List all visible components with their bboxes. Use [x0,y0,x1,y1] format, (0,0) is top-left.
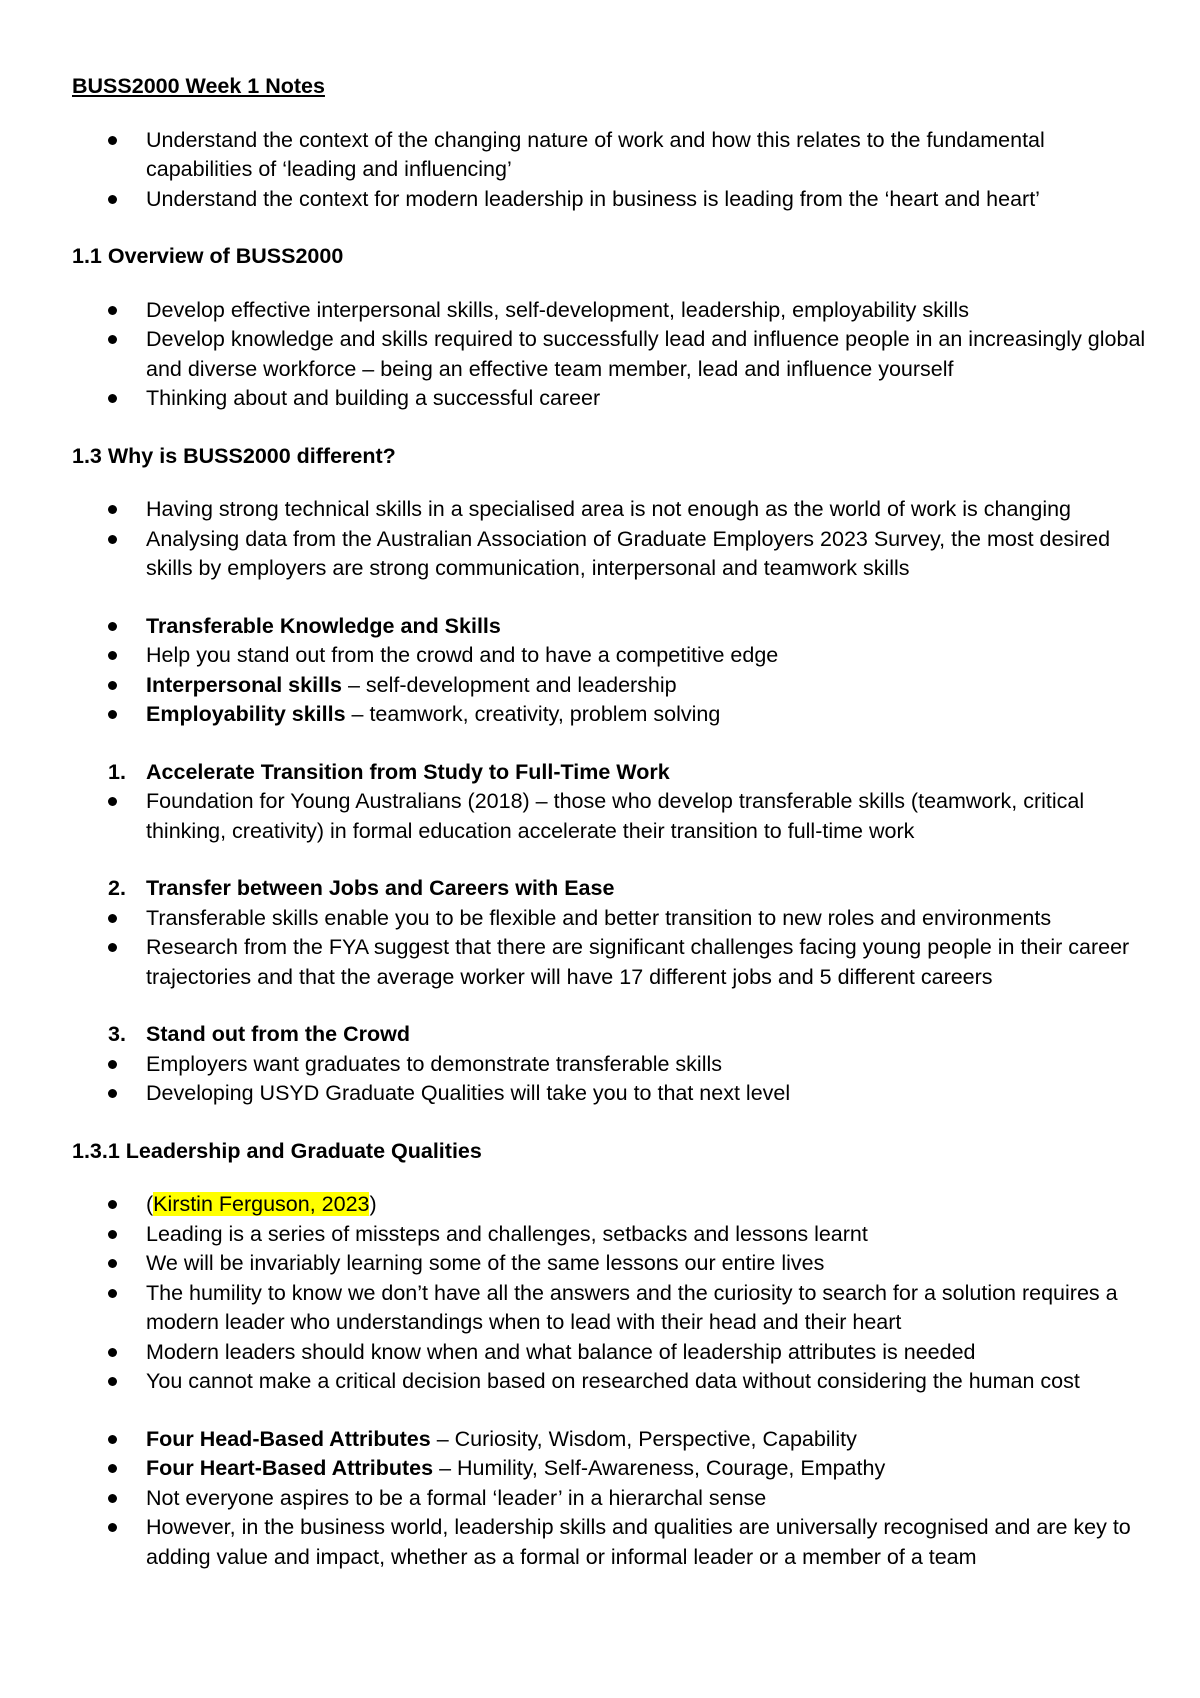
item-1-bullet-list [72,787,1152,846]
bullet-icon [108,622,117,631]
numbered-item-3 [72,1020,1152,1050]
bullet-icon [108,943,117,952]
numbered-item-2 [72,874,1152,904]
item-2-bullet-list [72,904,1152,993]
list-item: 2. Transfer between Jobs and Careers with Ease [108,876,615,900]
bullet-icon [108,1230,117,1239]
bullet-icon [108,505,117,514]
bullet-icon [108,335,117,344]
list-item: You cannot make a critical decision based on researched data without considering the human cost [72,1367,1152,1397]
numbered-item-1 [72,758,1152,788]
bullet-icon [108,1377,117,1386]
bullet-icon [108,681,117,690]
transferable-skills-list [72,612,1152,730]
list-item: Four Heart-Based Attributes – Humility, Self-Awareness, Courage, Empathy [72,1454,1152,1484]
list-item: Develop effective interpersonal skills, self-development, leadership, employability skills [72,296,1152,326]
highlighted-citation: Kirstin Ferguson, 2023 [153,1192,370,1216]
attributes-bullet-list [72,1425,1152,1573]
document-page [72,72,1152,1600]
item-3-bullet-list [72,1050,1152,1109]
bullet-icon [108,136,117,145]
leadership-bullet-list [72,1190,1152,1397]
section-heading-1-1: 1.1 Overview of BUSS2000 [72,244,344,268]
list-item: Not everyone aspires to be a formal ‘leader’ in a hierarchal sense [72,1484,1152,1514]
bullet-icon [108,1259,117,1268]
list-item: Understand the context of the changing nature of work and how this relates to the fundamental capabilities of ‘leading and influencing’ [72,126,1152,185]
why-different-bullet-list [72,495,1152,584]
section-heading-1-3: 1.3 Why is BUSS2000 different? [72,443,396,468]
list-item: Developing USYD Graduate Qualities will take you to that next level [72,1079,1152,1109]
list-item: Leading is a series of missteps and challenges, setbacks and lessons learnt [72,1220,1152,1250]
list-item: Employability skills – teamwork, creativity, problem solving [72,700,1152,730]
bullet-icon [108,535,117,544]
bullet-icon [108,394,117,403]
bullet-icon [108,1494,117,1503]
list-item: Help you stand out from the crowd and to have a competitive edge [72,641,1152,671]
list-item: Research from the FYA suggest that there are significant challenges facing young people in their career trajectories and that the average worker will have 17 different jobs and 5 different careers [72,933,1152,992]
list-item: We will be invariably learning some of the same lessons our entire lives [72,1249,1152,1279]
bullet-icon [108,710,117,719]
intro-bullet-list [72,126,1152,215]
overview-bullet-list [72,296,1152,414]
list-item: However, in the business world, leadership skills and qualities are universally recognised and are key to adding value and impact, whether as a formal or informal leader or a member of a team [72,1513,1152,1572]
list-item: Four Head-Based Attributes – Curiosity, Wisdom, Perspective, Capability [72,1425,1152,1455]
bullet-icon [108,1435,117,1444]
list-item: Having strong technical skills in a specialised area is not enough as the world of work is changing [72,495,1152,525]
bullet-icon [108,797,117,806]
list-item: Transferable skills enable you to be flexible and better transition to new roles and environments [72,904,1152,934]
bullet-icon [108,1089,117,1098]
bullet-icon [108,1060,117,1069]
list-item: The humility to know we don’t have all the answers and the curiosity to search for a solution requires a modern leader who understandings when to lead with their head and their heart [72,1279,1152,1338]
list-item: Understand the context for modern leadership in business is leading from the ‘heart and heart’ [72,185,1152,215]
bullet-icon [108,1289,117,1298]
bullet-icon [108,651,117,660]
section-heading-1-3-1: 1.3.1 Leadership and Graduate Qualities [72,1138,482,1163]
document-title: BUSS2000 Week 1 Notes [72,74,325,98]
bullet-icon [108,1200,117,1209]
list-item: (Kirstin Ferguson, 2023) [72,1190,1152,1220]
list-item: Interpersonal skills – self-development and leadership [72,671,1152,701]
list-item: Modern leaders should know when and what balance of leadership attributes is needed [72,1338,1152,1368]
bullet-icon [108,1348,117,1357]
bullet-icon [108,195,117,204]
list-item: Employers want graduates to demonstrate transferable skills [72,1050,1152,1080]
list-item: Thinking about and building a successful career [72,384,1152,414]
list-item: Analysing data from the Australian Association of Graduate Employers 2023 Survey, the most desired skills by employers are strong communication, interpersonal and teamwork skills [72,525,1152,584]
list-item: 3. Stand out from the Crowd [108,1022,410,1046]
list-item: Transferable Knowledge and Skills [72,612,1152,642]
list-item: 1. Accelerate Transition from Study to Full-Time Work [108,759,670,784]
bullet-icon [108,1464,117,1473]
bullet-icon [108,306,117,315]
bullet-icon [108,914,117,923]
bullet-icon [108,1523,117,1532]
list-item: Develop knowledge and skills required to successfully lead and influence people in an increasingly global and diverse workforce – being an effective team member, lead and influence yourself [72,325,1152,384]
list-item: Foundation for Young Australians (2018) – those who develop transferable skills (teamwork, critical thinking, creativity) in formal education accelerate their transition to full-time work [72,787,1152,846]
